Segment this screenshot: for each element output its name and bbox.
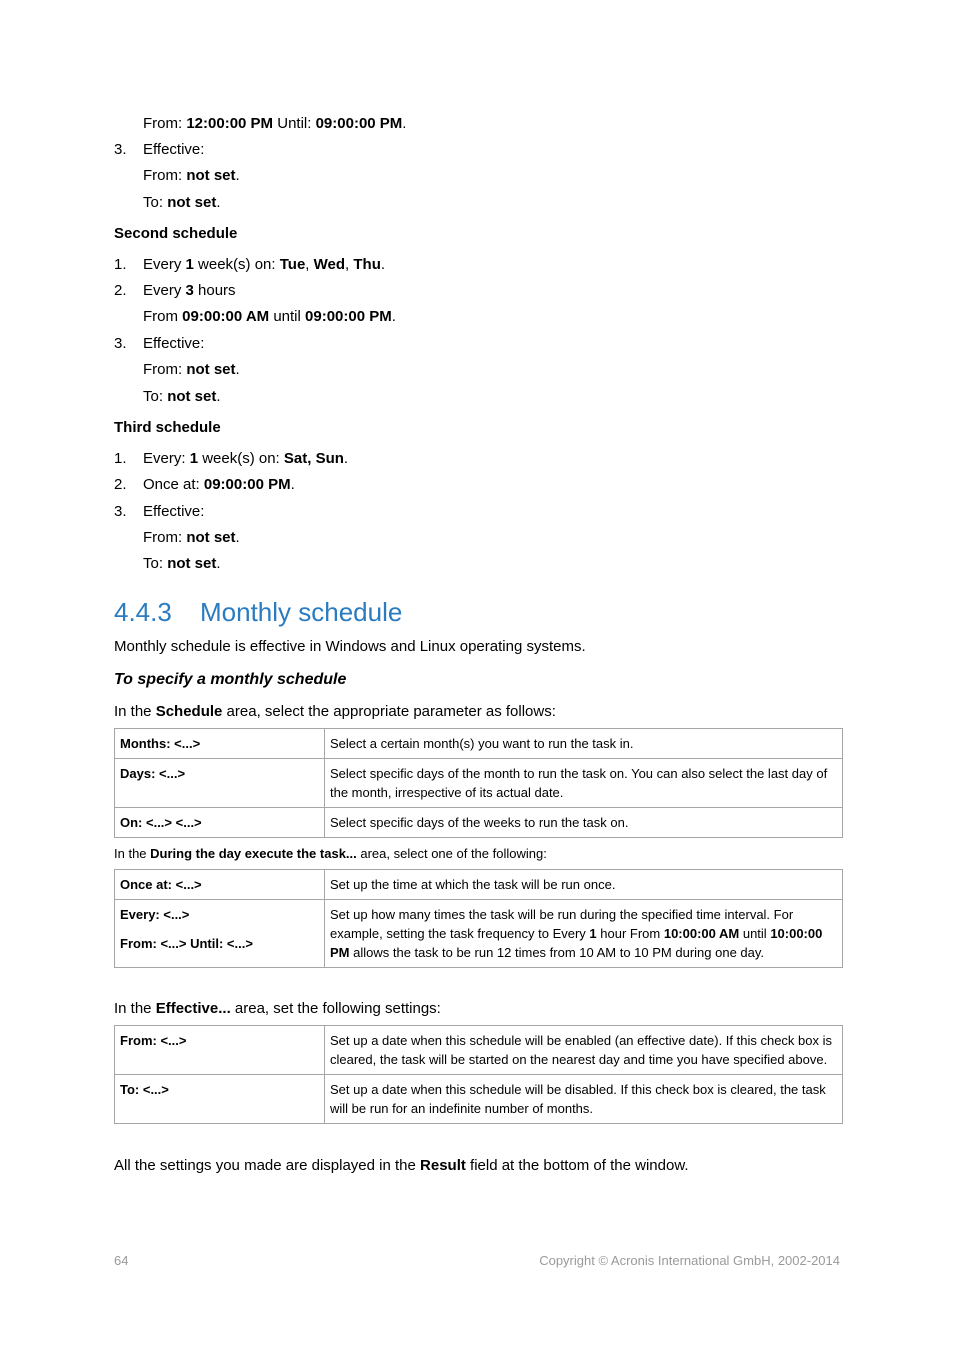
table-row (115, 808, 843, 838)
procedure-heading: To specify a monthly schedule (114, 671, 347, 688)
table-row (115, 729, 843, 759)
param-description: Select specific days of the month to run the task on. You can also select the last day of the month, irrespective of its actual date. (325, 759, 843, 808)
list-item-detail: From 09:00:00 AM until 09:00:00 PM. (143, 308, 396, 325)
schedule-parameter-table (114, 728, 843, 838)
param-key: Once at: <...> (115, 870, 325, 900)
param-key: On: <...> <...> (115, 808, 325, 838)
effective-to: To: not set. (143, 555, 221, 572)
effective-from: From: not set. (143, 361, 240, 378)
table-row (115, 870, 843, 900)
list-number: 1. (114, 450, 127, 467)
table-row (115, 1026, 843, 1075)
list-item: Effective: (143, 503, 205, 520)
list-number: 3. (114, 141, 127, 158)
effective-from: From: not set. (143, 529, 240, 546)
list-item: Every 1 week(s) on: Tue, Wed, Thu. (143, 256, 386, 273)
result-line: All the settings you made are displayed in the Result field at the bottom of the window. (114, 1157, 689, 1174)
param-description: Select specific days of the weeks to run the task on. (325, 808, 843, 838)
list-number: 1. (114, 256, 127, 273)
list-item: Effective: (143, 141, 205, 158)
list-number: 2. (114, 282, 127, 299)
list-item: Once at: 09:00:00 PM. (143, 476, 295, 493)
effective-area-intro: In the Effective... area, set the following settings: (114, 1000, 441, 1017)
list-item: Every 3 hours (143, 282, 236, 299)
subheading-second-schedule: Second schedule (114, 225, 238, 242)
intro-from-until: From: 12:00:00 PM Until: 09:00:00 PM. (143, 115, 407, 132)
section-title: Monthly schedule (200, 597, 403, 627)
section-number: 4.4.3 (114, 597, 172, 627)
list-item: Every: 1 week(s) on: Sat, Sun. (143, 450, 349, 467)
param-key: Days: <...> (115, 759, 325, 808)
list-number: 3. (114, 503, 127, 520)
schedule-area-intro: In the Schedule area, select the appropriate parameter as follows: (114, 703, 556, 720)
effective-parameter-table (114, 1025, 843, 1124)
param-key-line: Every: <...> (120, 907, 190, 922)
param-key: From: <...> (115, 1026, 325, 1075)
param-description: Set up a date when this schedule will be enabled (an effective date). If this check box is cleared, the task will be started on the nearest day and time you have specified above. (325, 1026, 843, 1075)
effective-to: To: not set. (143, 194, 221, 211)
during-day-parameter-table (114, 869, 843, 968)
list-number: 2. (114, 476, 127, 493)
param-description: Set up a date when this schedule will be disabled. If this check box is cleared, the task will be run for an indefinite number of months. (325, 1075, 843, 1124)
section-heading (114, 595, 402, 629)
table-row (115, 1075, 843, 1124)
list-item: Effective: (143, 335, 205, 352)
table-row (115, 900, 843, 968)
param-description: Select a certain month(s) you want to run the task in. (325, 729, 843, 759)
table-row (115, 759, 843, 808)
param-key: To: <...> (115, 1075, 325, 1124)
param-description: Set up the time at which the task will be run once. (325, 870, 843, 900)
list-number: 3. (114, 335, 127, 352)
subheading-third-schedule: Third schedule (114, 419, 221, 436)
during-day-intro: In the During the day execute the task... area, select one of the following: (114, 846, 547, 861)
section-paragraph: Monthly schedule is effective in Windows and Linux operating systems. (114, 638, 586, 655)
effective-from: From: not set. (143, 167, 240, 184)
page-number: 64 (114, 1253, 129, 1268)
param-key (115, 900, 325, 968)
param-description: Set up how many times the task will be run during the specified time interval. For example, setting the task frequency to Every 1 hour From 10:00:00 AM until 10:00:00 PM allows the task to be run 12 times from 10 AM to 10 PM during one day. (325, 900, 843, 968)
effective-to: To: not set. (143, 388, 221, 405)
param-key-line: From: <...> Until: <...> (120, 936, 253, 951)
param-key: Months: <...> (115, 729, 325, 759)
copyright-notice: Copyright © Acronis International GmbH, 2002-2014 (539, 1253, 840, 1268)
